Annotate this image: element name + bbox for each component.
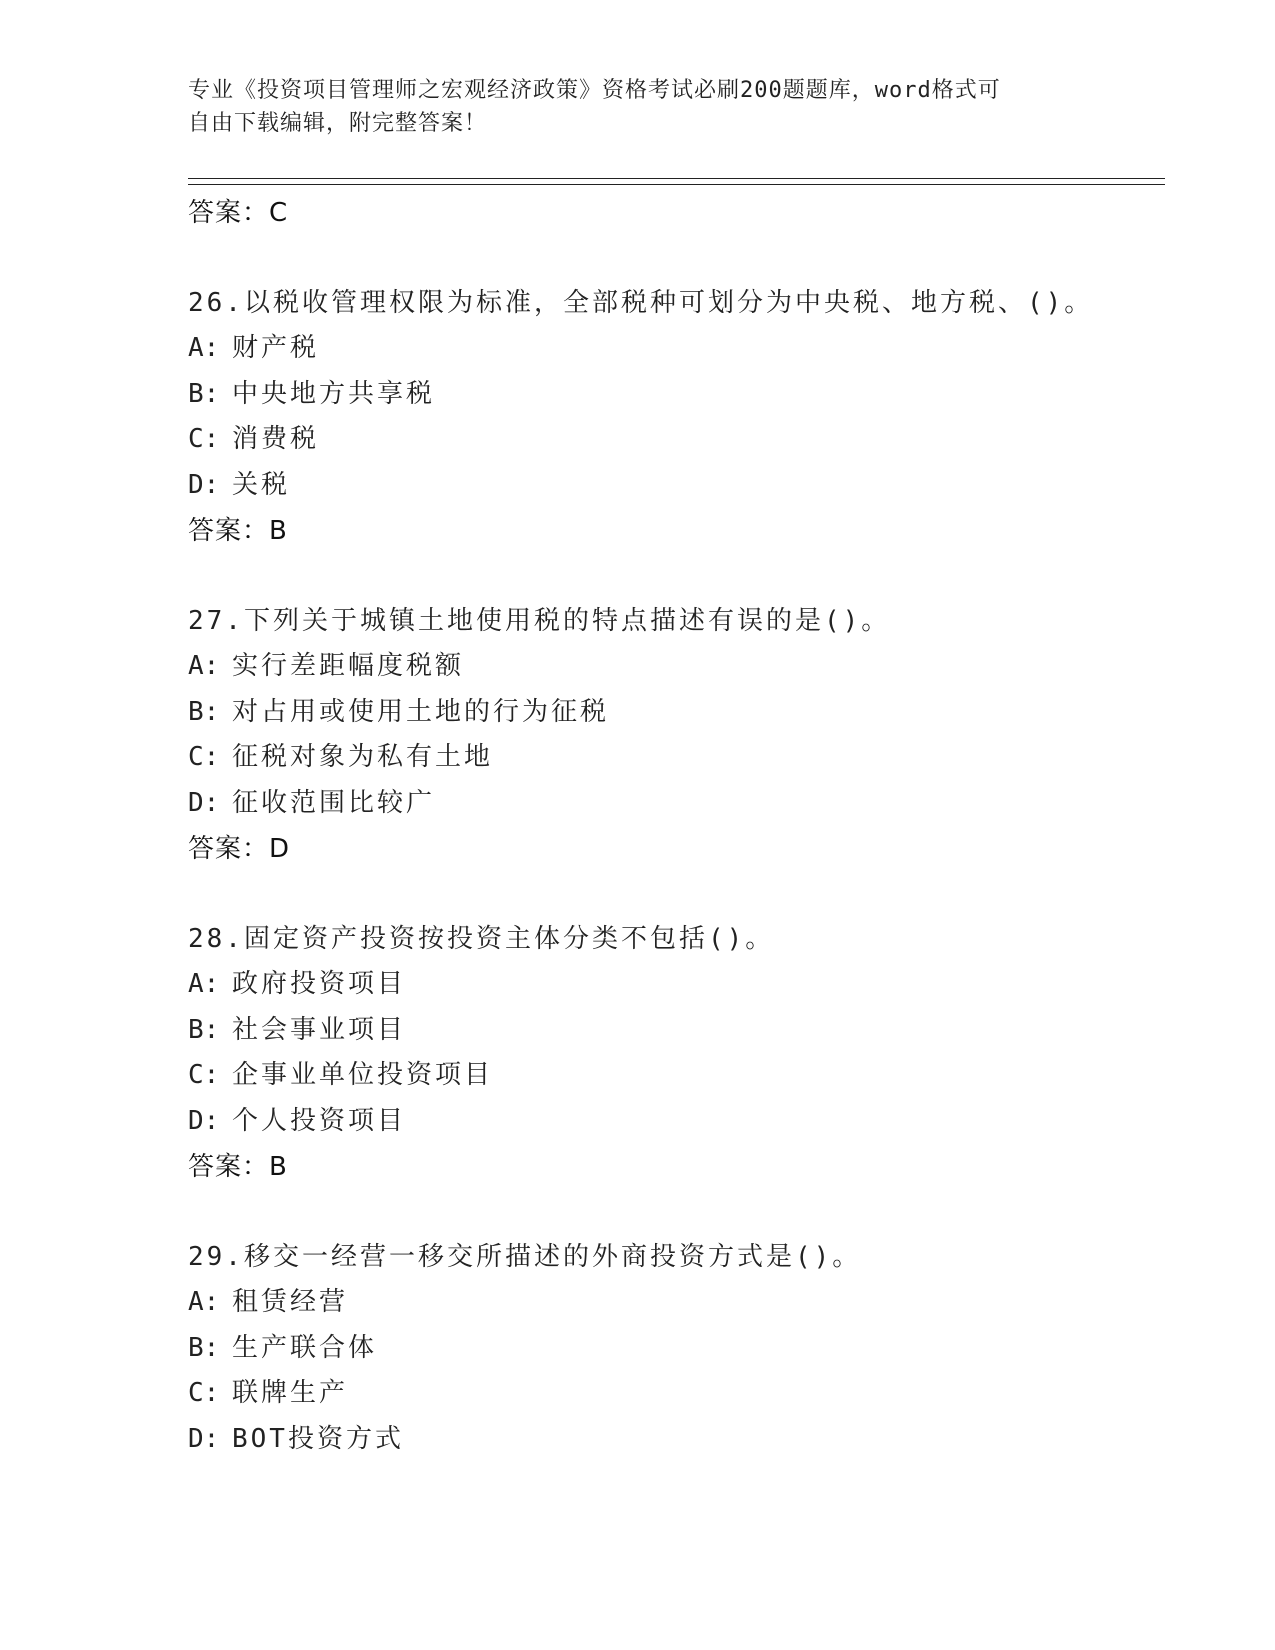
option-d <box>188 781 1148 827</box>
option-a <box>188 326 1148 372</box>
option-key: A: <box>188 651 220 681</box>
option-b <box>188 690 1148 736</box>
option-d <box>188 1099 1148 1145</box>
option-key: D: <box>188 469 220 500</box>
header-divider-bottom <box>188 184 1165 185</box>
option-text: 财产税 <box>232 333 320 363</box>
option-key: A: <box>188 1287 220 1317</box>
option-text: 对占用或使用土地的行为征税 <box>232 696 610 727</box>
option-text: 联牌生产 <box>232 1378 349 1408</box>
option-text: 社会事业项目 <box>232 1014 407 1045</box>
question-text: 29.移交一经营一移交所描述的外商投资方式是()。 <box>188 1242 862 1272</box>
option-text: 征收范围比较广 <box>232 787 436 818</box>
option-key: B: <box>188 378 220 409</box>
option-key: D: <box>188 1423 220 1454</box>
option-text: 消费税 <box>232 424 320 454</box>
option-text: 征税对象为私有土地 <box>232 742 494 772</box>
option-c <box>188 417 1148 463</box>
option-b <box>188 1326 1148 1372</box>
option-text: 中央地方共享税 <box>232 378 436 409</box>
answer-line: 答案：B <box>188 1152 288 1182</box>
option-text: 实行差距幅度税额 <box>232 651 465 681</box>
question-text: 26.以税收管理权限为标准，全部税种可划分为中央税、地方税、()。 <box>188 288 1094 318</box>
option-c <box>188 1371 1148 1417</box>
option-key: A: <box>188 333 220 363</box>
option-b <box>188 1008 1148 1054</box>
header-line-2: 自由下载编辑，附完整答案！ <box>188 111 488 136</box>
question-text: 28.固定资产投资按投资主体分类不包括()。 <box>188 924 775 954</box>
header-divider-top <box>188 178 1165 179</box>
option-c <box>188 1053 1148 1099</box>
document-header <box>188 74 1088 140</box>
option-text: BOT投资方式 <box>232 1423 404 1454</box>
question-text: 27.下列关于城镇土地使用税的特点描述有误的是()。 <box>188 606 891 636</box>
option-key: D: <box>188 1105 220 1136</box>
header-line-1: 专业《投资项目管理师之宏观经济政策》资格考试必刷200题题库，word格式可 <box>188 78 1001 103</box>
option-key: D: <box>188 787 220 818</box>
option-c <box>188 735 1148 781</box>
answer-line: 答案：B <box>188 516 288 546</box>
option-key: B: <box>188 1332 220 1363</box>
option-b <box>188 372 1148 418</box>
question-list <box>188 190 1148 1462</box>
option-text: 政府投资项目 <box>232 969 407 999</box>
option-text: 企事业单位投资项目 <box>232 1060 494 1090</box>
option-a <box>188 1280 1148 1326</box>
option-key: C: <box>188 1060 220 1090</box>
option-text: 关税 <box>232 469 291 500</box>
option-text: 生产联合体 <box>232 1332 378 1363</box>
option-key: B: <box>188 1014 220 1045</box>
option-key: B: <box>188 696 220 727</box>
option-key: A: <box>188 969 220 999</box>
option-a <box>188 962 1148 1008</box>
option-d <box>188 463 1148 509</box>
answer-line: 答案：D <box>188 834 291 864</box>
option-key: C: <box>188 424 220 454</box>
option-d <box>188 1417 1148 1463</box>
option-key: C: <box>188 742 220 772</box>
option-text: 租赁经营 <box>232 1287 349 1317</box>
option-key: C: <box>188 1378 220 1408</box>
option-a <box>188 644 1148 690</box>
answer-line: 答案：C <box>188 198 289 228</box>
option-text: 个人投资项目 <box>232 1105 407 1136</box>
